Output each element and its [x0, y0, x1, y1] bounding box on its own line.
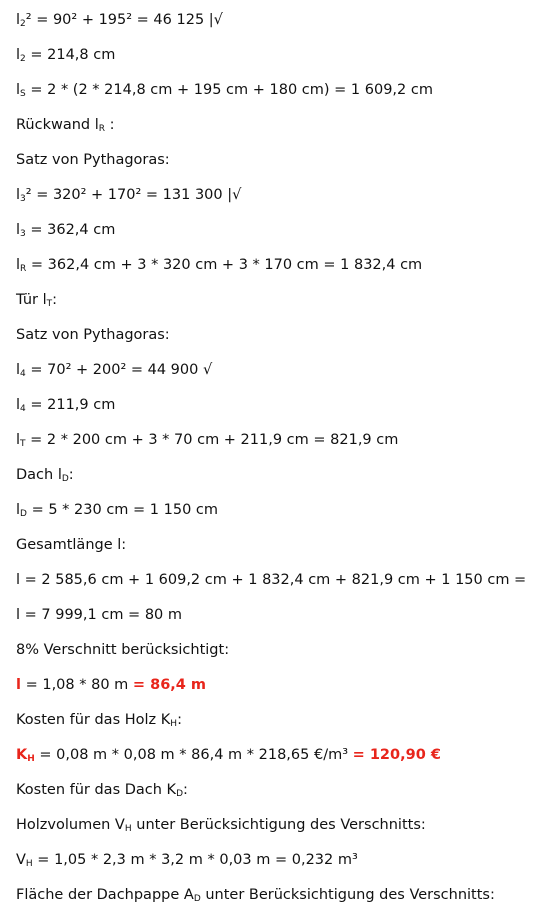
result-l4: $l_4 = 211,9$ cm — [16, 397, 116, 414]
heading-tuer: Tür $l_T$: — [16, 292, 58, 309]
equation-lr: $l_R = 362,4$ cm + 3 * 320 cm + 3 * 170 cm = 1 832,4 cm — [16, 257, 423, 274]
equation-kh: $K_H = 0,08$ m * 0,08 m * 86,4 m * 218,65 €/m³ = 120,90 € — [16, 747, 441, 764]
equation-ld: $l_D = 5 * 230$ cm = 1 150 cm — [16, 502, 218, 519]
heading-kosten-holz: Kosten für das Holz $K_H$: — [16, 712, 182, 729]
kh-result: = 120,90 € — [352, 747, 441, 763]
equation-total-result: l = 7 999,1 cm = 80 m — [16, 607, 182, 623]
pythagoras-label-1: Satz von Pythagoras: — [16, 152, 170, 168]
heading-rueckwand: Rückwand $l_R$ : — [16, 117, 115, 134]
heading-holzvolumen: Holzvolumen $V_H$ unter Berücksichtigung des Verschnitts: — [16, 817, 426, 834]
final-length-result: = 86,4 m — [132, 677, 207, 693]
heading-dach: Dach $l_D$: — [16, 467, 74, 484]
equation-final-length: l = 1,08 * 80 m = 86,4 m — [16, 677, 207, 693]
note-verschnitt: 8% Verschnitt berücksichtigt: — [16, 642, 230, 658]
equation-l4-squared: $l_4 = 70^2 + 200^2 = 44$ 900 √ — [16, 362, 213, 379]
heading-kosten-dach: Kosten für das Dach $K_D$: — [16, 782, 188, 799]
equation-l2-squared: $l_2^2 = 90^2 + 195^2 = 46$ 125 |√ — [16, 12, 223, 29]
equation-ls: $l_S = 2 * (2 * 214,8$ cm + 195 cm + 180 cm) = 1 609,2 cm — [16, 82, 433, 99]
equation-l3-squared: $l_3^2 = 320^2 + 170^2 = 131$ 300 |√ — [16, 187, 242, 204]
heading-gesamtlaenge: Gesamtlänge l: — [16, 537, 127, 553]
result-l2: $l_2 = 214,8$ cm — [16, 47, 116, 64]
pythagoras-label-2: Satz von Pythagoras: — [16, 327, 170, 343]
equation-vh: $V_H = 1,05 * 2,3$ m * 3,2 m * 0,03 m = 0,232 m³ — [16, 852, 358, 869]
heading-dachpappe: Fläche der Dachpappe $A_D$ unter Berücksichtigung des Verschnitts: — [16, 887, 495, 904]
result-l3: $l_3 = 362,4$ cm — [16, 222, 116, 239]
equation-total-sum: l = 2 585,6 cm + 1 609,2 cm + 1 832,4 cm + 821,9 cm + 1 150 cm = — [16, 572, 527, 588]
equation-lt: $l_T = 2 * 200$ cm + 3 * 70 cm + 211,9 cm = 821,9 cm — [16, 432, 399, 449]
